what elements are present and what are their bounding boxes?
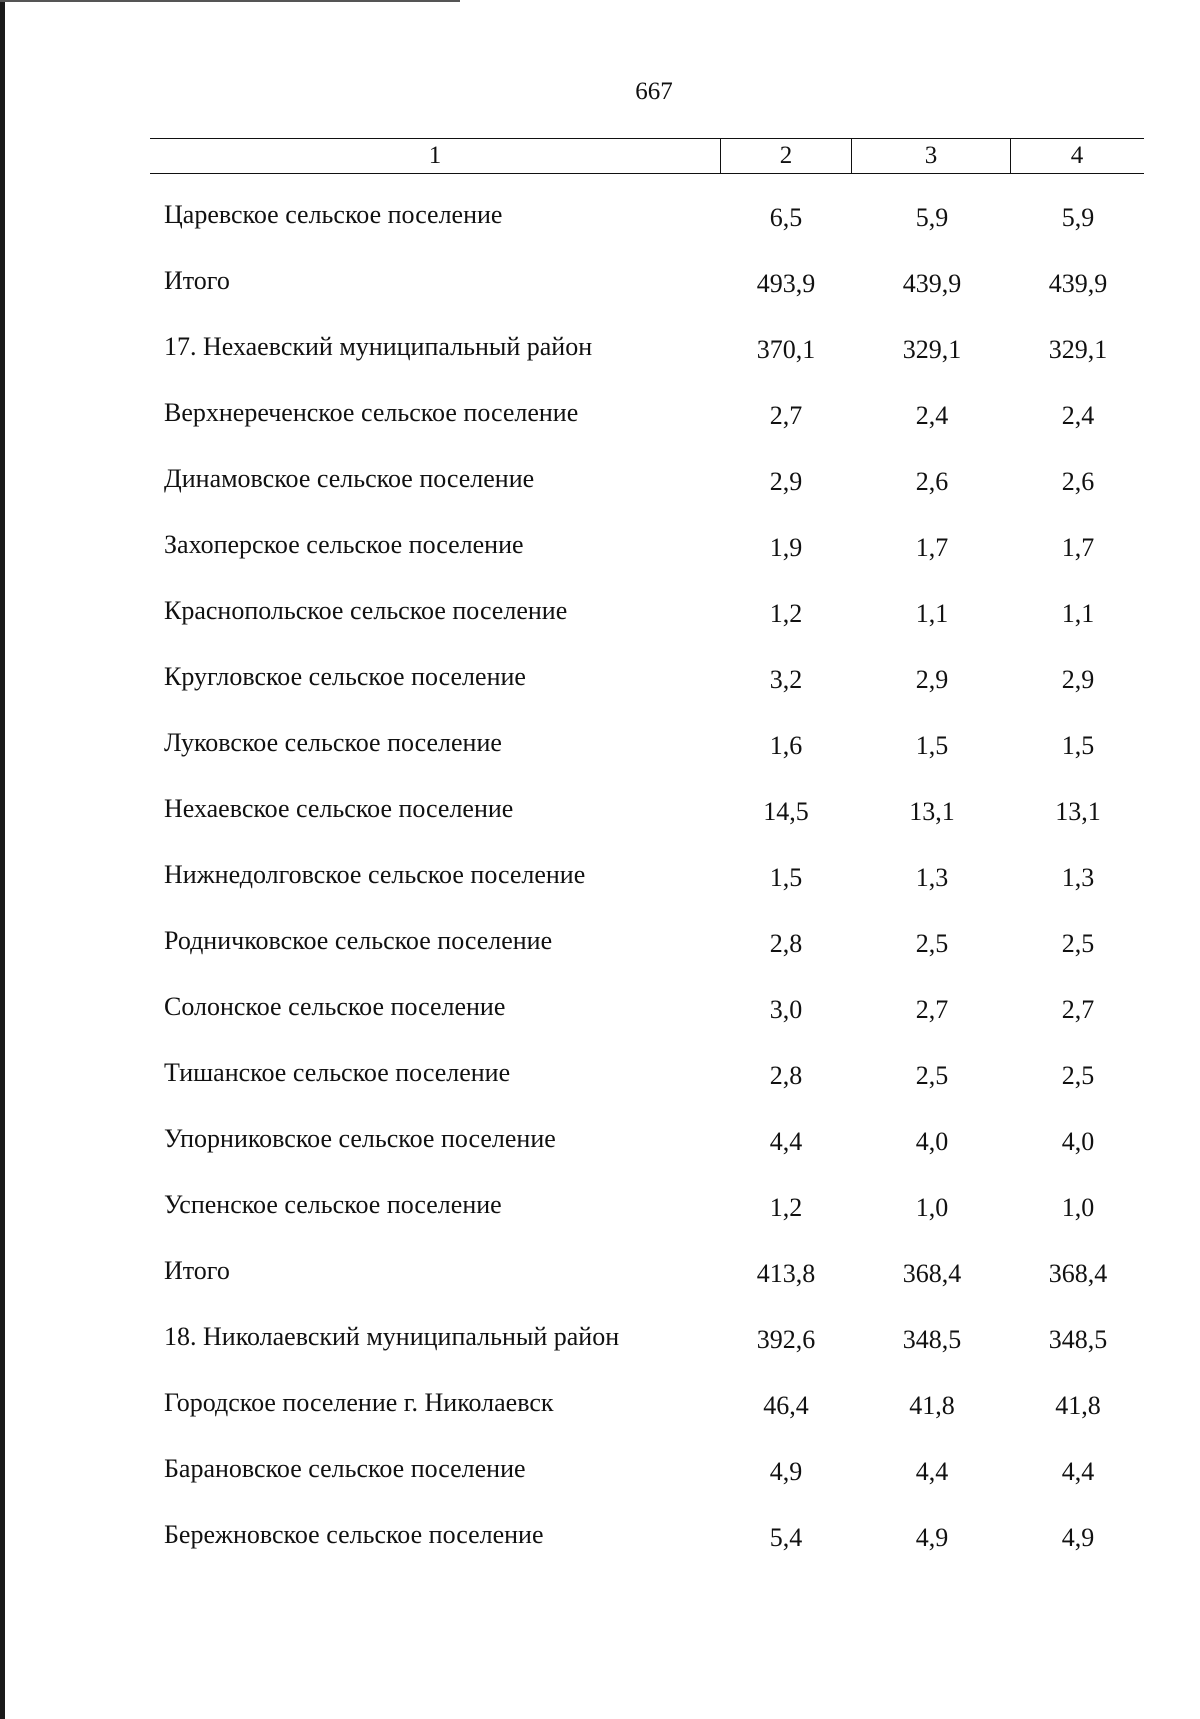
row-value-col2: 6,5 [769, 203, 803, 232]
page-number: 667 [635, 78, 673, 105]
row-value-col2: 2,9 [769, 467, 803, 496]
row-value-col3: 1,0 [915, 1193, 949, 1222]
row-value-col2: 2,8 [769, 1061, 803, 1090]
row-name: Кругловское сельское поселение [164, 662, 526, 691]
table-row [150, 1176, 1144, 1242]
column-header-4: 4 [1070, 142, 1084, 169]
row-name: Солонское сельское поселение [164, 992, 506, 1021]
row-value-col3: 4,4 [915, 1457, 949, 1486]
row-value-col3: 329,1 [902, 335, 962, 364]
row-value-col3: 1,1 [915, 599, 949, 628]
row-name: Верхнереченское сельское поселение [164, 398, 579, 427]
row-name: Нижнедолговское сельское поселение [164, 860, 586, 889]
table-row [150, 1440, 1144, 1506]
table-row [150, 384, 1144, 450]
row-value-col3: 1,3 [915, 863, 949, 892]
row-value-col2: 493,9 [756, 269, 816, 298]
row-value-col3: 2,9 [915, 665, 949, 694]
table-row [150, 252, 1144, 318]
table-row [150, 648, 1144, 714]
table-row [150, 780, 1144, 846]
row-name: Краснопольское сельское поселение [164, 596, 568, 625]
row-value-col4: 2,6 [1061, 467, 1095, 496]
table-row [150, 714, 1144, 780]
row-value-col2: 392,6 [756, 1325, 816, 1354]
row-value-col2: 1,2 [769, 1193, 803, 1222]
scan-top-line [0, 0, 460, 2]
row-value-col2: 5,4 [769, 1523, 803, 1552]
row-value-col4: 329,1 [1048, 335, 1108, 364]
row-name: 17. Нехаевский муниципальный район [164, 332, 593, 361]
row-value-col4: 2,4 [1061, 401, 1095, 430]
row-value-col4: 4,4 [1061, 1457, 1095, 1486]
row-value-col2: 413,8 [756, 1259, 816, 1288]
row-value-col2: 1,2 [769, 599, 803, 628]
row-value-col4: 2,5 [1061, 1061, 1095, 1090]
table-row [150, 1308, 1144, 1374]
table-row [150, 1374, 1144, 1440]
table-row [150, 1044, 1144, 1110]
row-value-col3: 439,9 [902, 269, 962, 298]
row-value-col3: 4,0 [915, 1127, 949, 1156]
row-name: Упорниковское сельское поселение [164, 1124, 556, 1153]
row-value-col2: 4,4 [769, 1127, 803, 1156]
row-value-col4: 1,0 [1061, 1193, 1095, 1222]
row-value-col4: 5,9 [1061, 203, 1095, 232]
table-row [150, 978, 1144, 1044]
row-value-col4: 13,1 [1055, 797, 1101, 826]
table-row [150, 582, 1144, 648]
row-value-col4: 1,5 [1061, 731, 1095, 760]
row-value-col4: 2,9 [1061, 665, 1095, 694]
table-body [150, 186, 1144, 1572]
row-value-col2: 1,9 [769, 533, 803, 562]
table-row [150, 846, 1144, 912]
row-name: Луковское сельское поселение [164, 728, 502, 757]
row-value-col2: 46,4 [763, 1391, 809, 1420]
column-header-3: 3 [852, 139, 1011, 173]
table-row [150, 1110, 1144, 1176]
row-name: Тишанское сельское поселение [164, 1058, 511, 1087]
table-header [150, 138, 1144, 174]
row-value-col4: 1,1 [1061, 599, 1095, 628]
row-name: Итого [164, 266, 230, 295]
row-name: Царевское сельское поселение [164, 200, 503, 229]
row-value-col2: 4,9 [769, 1457, 803, 1486]
row-name: Бережновское сельское поселение [164, 1520, 544, 1549]
row-value-col3: 2,6 [915, 467, 949, 496]
table-row [150, 1506, 1144, 1572]
column-header-1: 1 [150, 139, 721, 173]
column-header-2: 2 [721, 139, 852, 173]
row-value-col3: 13,1 [909, 797, 955, 826]
row-name: 18. Николаевский муниципальный район [164, 1322, 620, 1351]
row-value-col2: 14,5 [763, 797, 809, 826]
row-value-col4: 2,5 [1061, 929, 1095, 958]
row-value-col4: 1,7 [1061, 533, 1095, 562]
row-value-col4: 348,5 [1048, 1325, 1108, 1354]
table-row [150, 912, 1144, 978]
row-name: Родничковское сельское поселение [164, 926, 553, 955]
scan-border [0, 0, 5, 1719]
row-value-col3: 4,9 [915, 1523, 949, 1552]
row-value-col2: 1,6 [769, 731, 803, 760]
row-value-col3: 348,5 [902, 1325, 962, 1354]
row-value-col4: 4,0 [1061, 1127, 1095, 1156]
row-name: Захоперское сельское поселение [164, 530, 524, 559]
row-value-col2: 3,0 [769, 995, 803, 1024]
row-value-col4: 2,7 [1061, 995, 1095, 1024]
row-value-col4: 439,9 [1048, 269, 1108, 298]
table-row [150, 516, 1144, 582]
row-value-col4: 4,9 [1061, 1523, 1095, 1552]
row-name: Барановское сельское поселение [164, 1454, 526, 1483]
row-value-col2: 2,7 [769, 401, 803, 430]
row-name: Итого [164, 1256, 230, 1285]
row-value-col2: 3,2 [769, 665, 803, 694]
row-value-col2: 370,1 [756, 335, 816, 364]
row-name: Городское поселение г. Николаевск [164, 1388, 554, 1417]
row-value-col3: 2,5 [915, 929, 949, 958]
row-value-col3: 5,9 [915, 203, 949, 232]
table-row [150, 450, 1144, 516]
row-value-col3: 1,5 [915, 731, 949, 760]
table-row [150, 1242, 1144, 1308]
row-name: Нехаевское сельское поселение [164, 794, 514, 823]
row-value-col3: 41,8 [909, 1391, 955, 1420]
row-value-col3: 2,4 [915, 401, 949, 430]
row-value-col3: 2,7 [915, 995, 949, 1024]
row-name: Успенское сельское поселение [164, 1190, 502, 1219]
table-row [150, 186, 1144, 252]
row-value-col4: 41,8 [1055, 1391, 1101, 1420]
row-name: Динамовское сельское поселение [164, 464, 535, 493]
row-value-col3: 2,5 [915, 1061, 949, 1090]
table-row [150, 318, 1144, 384]
row-value-col4: 1,3 [1061, 863, 1095, 892]
row-value-col2: 1,5 [769, 863, 803, 892]
row-value-col4: 368,4 [1048, 1259, 1108, 1288]
row-value-col2: 2,8 [769, 929, 803, 958]
row-value-col3: 368,4 [902, 1259, 962, 1288]
row-value-col3: 1,7 [915, 533, 949, 562]
